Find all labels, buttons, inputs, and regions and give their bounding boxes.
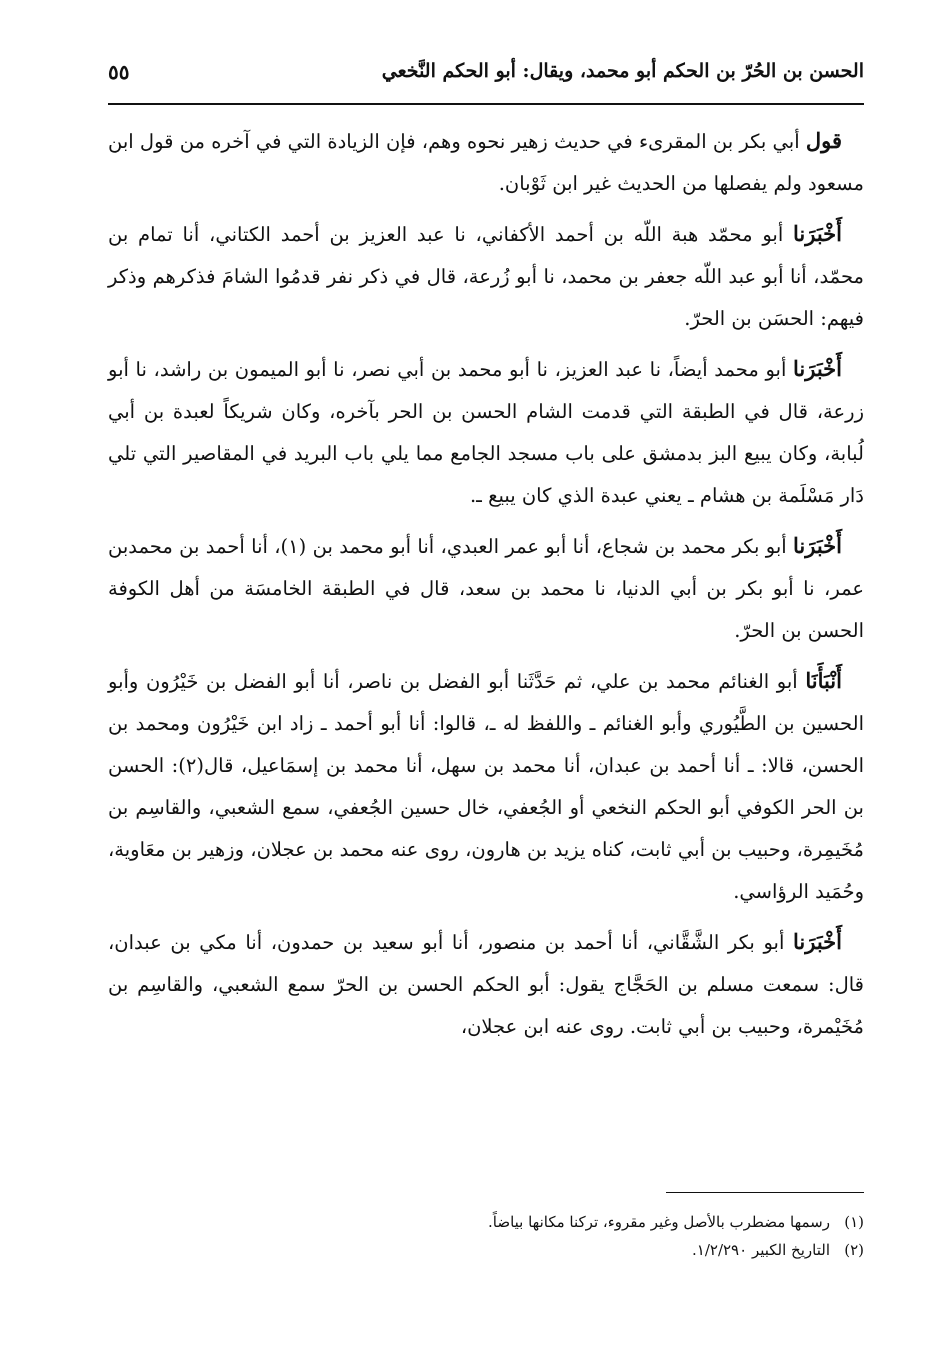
- paragraph-text: أبو محمد أيضاً، نا عبد العزيز، نا أبو محمد بن أبي نصر، نا أبو الميمون بن راشد، نا أبو زرعة، قال في الطبقة التي قدمت الشام الحسن بن الحر بآخره، وكان شريكاً لعبدة بن أبي لُبابة، وكان يبيع البز بدمشق على باب مسجد الجامع مما يلي باب البريد في المقاصير التي تلي دَار مَسْلَمة بن هشام ـ يعني عبدة الذي كان يبيع ـ.: [108, 358, 864, 507]
- paragraph: [108, 525, 864, 652]
- paragraph: [108, 348, 864, 517]
- main-text: [108, 120, 864, 1056]
- paragraph-text: أبو الغنائم محمد بن علي، ثم حَدَّثَنا أبو الفضل بن ناصر، أنا أبو الفضل بن خَيْرُون وأبو الحسين بن الطَّيُوري وأبو الغنائم ـ واللفظ له ـ، قالوا: أنا أبو أحمد ـ زاد ابن خَيْرُون ومحمد بن الحسن، قالا: ـ أنا أحمد بن عبدان، أنا محمد بن سهل، أنا محمد بن إسمَاعيل، قال(٢): الحسن بن الحر الكوفي أبو الحكم النخعي أو الجُعفي، خال حسين الجُعفي، سمع الشعبي، والقاسِم بن مُخَيمِرة، وحبيب بن أبي ثابت، كناه يزيد بن هارون، روى عنه محمد بن عجلان، وزهير بن معَاوية، وحُمَيد الرؤاسي.: [108, 670, 864, 903]
- running-head: الحسن بن الحُرّ بن الحكم أبو محمد، ويقال: أبو الحكم النَّخعي: [381, 60, 864, 82]
- header-rule: [108, 103, 864, 105]
- paragraph: [108, 921, 864, 1048]
- footnote: [108, 1208, 864, 1236]
- paragraph-lead: أَخْبَرَنا: [793, 356, 842, 381]
- paragraph: [108, 120, 864, 205]
- paragraph-lead: أَخْبَرَنا: [793, 533, 842, 558]
- paragraph-text: أبو بكر الشَّقَّاني، أنا أحمد بن منصور، أنا أبو سعيد بن حمدون، أنا مكي بن عبدان، قال: سمعت مسلم بن الحَجَّاج يقول: أبو الحكم الحسن بن الحرّ سمع الشعبي، والقاسِم بن مُخَيْمرة، وحبيب بن أبي ثابت. روى عنه ابن عجلان،: [108, 931, 864, 1038]
- footnote-number: (١): [844, 1213, 864, 1231]
- paragraph-text: أبي بكر بن المقرىء في حديث زهير نحوه وهم، فإن الزيادة التي في آخره من قول ابن مسعود ولم يفصلها من الحديث غير ابن ثَوْبان.: [108, 130, 864, 195]
- page-number: ٥٥: [108, 60, 130, 84]
- paragraph: [108, 660, 864, 913]
- paragraph-lead: أَخْبَرَنا: [793, 221, 842, 246]
- footnote-text: التاريخ الكبير ١/٢/٢٩٠.: [692, 1241, 830, 1259]
- footnote-rule: [666, 1192, 864, 1193]
- paragraph-lead: أَنْبَأَنَا: [805, 668, 842, 693]
- page-header: [108, 58, 864, 98]
- paragraph-text: أبو بكر محمد بن شجاع، أنا أبو عمر العبدي، أنا أبو محمد بن (١)، أنا أحمد بن محمدبن عمر، نا أبو بكر بن أبي الدنيا، نا محمد بن سعد، قال في الطبقة الخامسَة من أهل الكوفة الحسن بن الحرّ.: [108, 535, 864, 642]
- paragraph: [108, 213, 864, 340]
- footnote-text: رسمها مضطرب بالأصل وغير مقروء، تركنا مكانها بياضاً.: [488, 1213, 830, 1231]
- paragraph-lead: أَخْبَرَنا: [793, 929, 842, 954]
- footnotes: [108, 1208, 864, 1264]
- paragraph-lead: قول: [805, 128, 842, 153]
- footnote-number: (٢): [844, 1241, 864, 1259]
- footnote: [108, 1236, 864, 1264]
- paragraph-text: أبو محمّد هبة اللّه بن أحمد الأكفاني، نا عبد العزيز بن أحمد الكتاني، أنا تمام بن محمّد، أنا أبو عبد اللّه جعفر بن محمد، نا أبو زُرعة، قال في ذكر نفر قدمُوا الشامَ فذكرهم وذكر فيهم: الحسَن بن الحرّ.: [108, 223, 864, 330]
